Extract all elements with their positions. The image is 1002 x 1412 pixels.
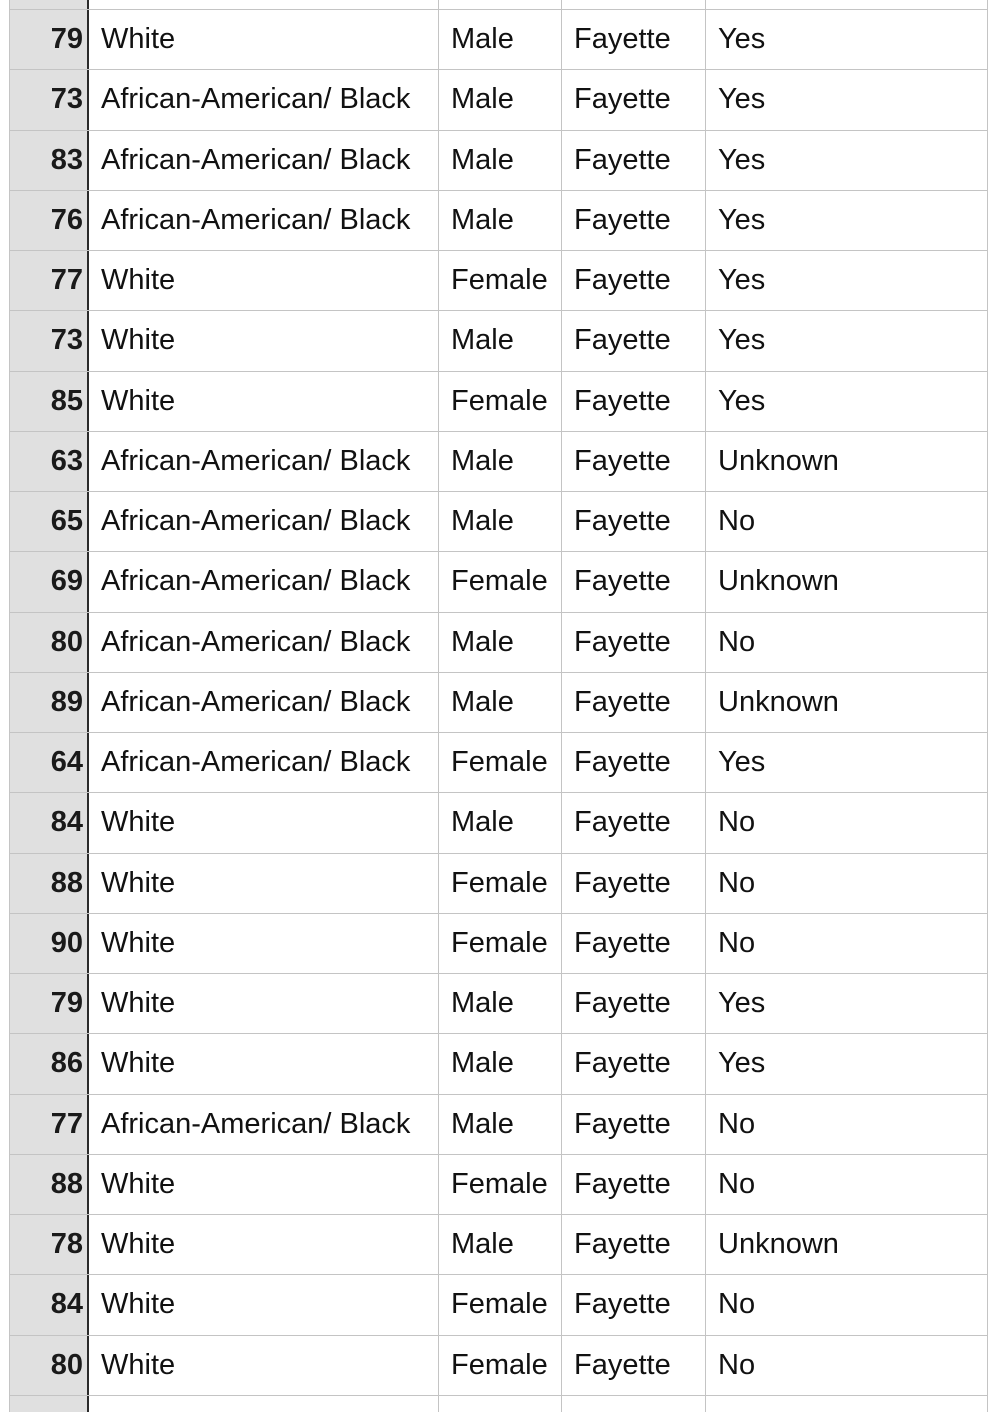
gender-cell[interactable]: Male xyxy=(451,625,514,658)
gender-cell[interactable]: Female xyxy=(451,384,548,417)
table-row[interactable] xyxy=(9,1215,988,1275)
county-cell[interactable]: Fayette xyxy=(574,806,671,839)
status-cell[interactable]: Yes xyxy=(718,987,766,1019)
race-cell[interactable]: White xyxy=(101,1228,176,1260)
table-row[interactable] xyxy=(9,552,988,612)
race-cell[interactable]: White xyxy=(101,264,176,296)
race-cell[interactable]: African-American/ Black xyxy=(101,625,411,658)
row-number-cell[interactable]: 77 xyxy=(50,1107,83,1140)
row-number-cell[interactable]: 65 xyxy=(50,505,83,537)
row-number-cell[interactable]: 76 xyxy=(50,203,83,236)
gender-cell[interactable]: Male xyxy=(451,1228,514,1260)
status-cell[interactable]: No xyxy=(718,866,756,899)
status-cell[interactable]: Yes xyxy=(718,264,766,296)
status-cell[interactable]: Yes xyxy=(718,143,766,176)
table-row[interactable] xyxy=(9,854,988,914)
table-row[interactable] xyxy=(9,432,988,492)
table-row[interactable] xyxy=(9,372,988,432)
table-row[interactable] xyxy=(9,1275,988,1335)
status-cell[interactable]: No xyxy=(718,625,756,658)
county-cell[interactable]: Fayette xyxy=(574,746,671,778)
table-row[interactable] xyxy=(9,613,988,673)
county-cell[interactable]: Fayette xyxy=(574,143,671,176)
county-cell[interactable]: Fayette xyxy=(574,1228,671,1260)
gender-cell[interactable]: Female xyxy=(451,746,548,778)
status-cell[interactable]: No xyxy=(718,505,756,537)
row-number-cell[interactable]: 84 xyxy=(50,806,83,839)
table-body xyxy=(9,10,988,1396)
status-cell[interactable]: Yes xyxy=(718,83,766,116)
race-cell[interactable]: African-American/ Black xyxy=(101,143,411,176)
race-cell[interactable]: African-American/ Black xyxy=(101,565,411,598)
county-cell[interactable]: Fayette xyxy=(574,444,671,477)
gender-cell[interactable]: Male xyxy=(451,324,514,357)
gender-cell[interactable]: Female xyxy=(451,866,548,899)
county-cell[interactable]: Fayette xyxy=(574,203,671,236)
row-number-cell[interactable]: 63 xyxy=(50,444,83,477)
gender-cell[interactable]: Male xyxy=(451,987,514,1019)
table-row[interactable] xyxy=(9,1095,988,1155)
county-cell[interactable]: Fayette xyxy=(574,1288,671,1321)
race-cell[interactable]: White xyxy=(101,1348,176,1381)
status-cell[interactable]: No xyxy=(718,1288,756,1321)
status-cell[interactable]: Yes xyxy=(718,324,766,357)
race-cell[interactable]: White xyxy=(101,324,176,357)
status-cell[interactable]: Unknown xyxy=(718,1228,839,1260)
row-number-cell[interactable]: 69 xyxy=(50,565,83,598)
status-cell[interactable]: Unknown xyxy=(718,565,839,598)
table-row[interactable] xyxy=(9,673,988,733)
gender-cell[interactable]: Female xyxy=(451,926,548,959)
county-cell[interactable]: Fayette xyxy=(574,324,671,357)
gender-cell[interactable]: Female xyxy=(451,1348,548,1381)
table-row[interactable] xyxy=(9,10,988,70)
county-cell[interactable]: Fayette xyxy=(574,23,671,55)
gender-cell[interactable]: Male xyxy=(451,505,514,537)
race-cell[interactable]: White xyxy=(101,1047,176,1080)
status-cell[interactable]: Yes xyxy=(718,1047,766,1080)
status-cell[interactable]: Yes xyxy=(718,23,766,55)
gender-cell[interactable]: Male xyxy=(451,1107,514,1140)
race-cell[interactable]: African-American/ Black xyxy=(101,1107,411,1140)
county-cell[interactable]: Fayette xyxy=(574,505,671,537)
status-cell[interactable]: No xyxy=(718,1107,756,1140)
county-cell[interactable]: Fayette xyxy=(574,926,671,959)
status-cell[interactable]: Yes xyxy=(718,384,766,417)
status-cell[interactable]: No xyxy=(718,1167,756,1200)
row-number-cell[interactable]: 79 xyxy=(50,987,83,1019)
race-cell[interactable]: African-American/ Black xyxy=(101,685,411,718)
gender-cell[interactable]: Male xyxy=(451,444,514,477)
table-row[interactable] xyxy=(9,70,988,130)
table-row[interactable] xyxy=(9,914,988,974)
gender-cell[interactable]: Male xyxy=(451,143,514,176)
county-cell[interactable]: Fayette xyxy=(574,866,671,899)
table-row[interactable] xyxy=(9,131,988,191)
status-cell[interactable]: No xyxy=(718,806,756,839)
race-cell[interactable]: White xyxy=(101,384,176,417)
gender-cell[interactable]: Male xyxy=(451,685,514,718)
row-number-cell[interactable]: 79 xyxy=(50,23,83,55)
gender-cell[interactable]: Female xyxy=(451,1167,548,1200)
race-cell[interactable]: African-American/ Black xyxy=(101,203,411,236)
row-number-cell[interactable]: 88 xyxy=(50,866,83,899)
table-row-partial[interactable] xyxy=(9,1396,988,1412)
row-number-cell[interactable]: 73 xyxy=(50,83,83,116)
row-number-cell[interactable]: 85 xyxy=(50,384,83,417)
status-cell[interactable]: Unknown xyxy=(718,685,839,718)
row-number-cell[interactable]: 88 xyxy=(50,1167,83,1200)
row-number-cell[interactable]: 83 xyxy=(50,143,83,176)
county-cell[interactable]: Fayette xyxy=(574,685,671,718)
table-row[interactable] xyxy=(9,492,988,552)
status-cell[interactable]: Yes xyxy=(718,746,766,778)
race-cell[interactable]: African-American/ Black xyxy=(101,83,411,116)
gender-cell[interactable]: Female xyxy=(451,1288,548,1321)
row-number-cell[interactable]: 89 xyxy=(50,685,83,718)
county-cell[interactable]: Fayette xyxy=(574,625,671,658)
table-row[interactable] xyxy=(9,1155,988,1215)
race-cell[interactable]: African-American/ Black xyxy=(101,746,411,778)
row-number-cell[interactable]: 64 xyxy=(50,746,83,778)
county-cell[interactable]: Fayette xyxy=(574,987,671,1019)
table-row[interactable] xyxy=(9,793,988,853)
race-cell[interactable]: White xyxy=(101,1167,176,1200)
race-cell[interactable]: White xyxy=(101,987,176,1019)
gender-cell[interactable]: Female xyxy=(451,264,548,296)
table-row[interactable] xyxy=(9,733,988,793)
row-number-cell[interactable]: 84 xyxy=(50,1288,83,1321)
county-cell[interactable]: Fayette xyxy=(574,1047,671,1080)
race-cell[interactable]: White xyxy=(101,866,176,899)
status-cell[interactable]: Unknown xyxy=(718,444,839,477)
status-cell[interactable]: No xyxy=(718,926,756,959)
county-cell[interactable]: Fayette xyxy=(574,83,671,116)
left-gutter xyxy=(0,0,9,1412)
gender-cell[interactable]: Male xyxy=(451,23,514,55)
row-number-cell[interactable]: 78 xyxy=(50,1228,83,1260)
gender-cell[interactable]: Male xyxy=(451,203,514,236)
row-number-cell[interactable]: 80 xyxy=(50,625,83,658)
race-cell[interactable]: White xyxy=(101,23,176,55)
row-number-cell[interactable]: 73 xyxy=(50,324,83,357)
row-number-cell[interactable]: 77 xyxy=(50,264,83,296)
county-cell[interactable]: Fayette xyxy=(574,1167,671,1200)
table-row[interactable] xyxy=(9,974,988,1034)
race-cell[interactable]: White xyxy=(101,806,176,839)
row-number-cell[interactable]: 80 xyxy=(50,1348,83,1381)
race-cell[interactable]: White xyxy=(101,926,176,959)
gender-cell[interactable]: Female xyxy=(451,565,548,598)
race-cell[interactable]: African-American/ Black xyxy=(101,444,411,477)
table-row[interactable] xyxy=(9,191,988,251)
county-cell[interactable]: Fayette xyxy=(574,264,671,296)
row-number-cell[interactable]: 90 xyxy=(50,926,83,959)
table-row[interactable] xyxy=(9,251,988,311)
race-cell[interactable]: African-American/ Black xyxy=(101,505,411,537)
county-cell[interactable]: Fayette xyxy=(574,1107,671,1140)
row-number-cell[interactable]: 86 xyxy=(50,1047,83,1080)
table-row[interactable] xyxy=(9,1034,988,1094)
status-cell[interactable]: Yes xyxy=(718,203,766,236)
status-cell[interactable]: No xyxy=(718,1348,756,1381)
gender-cell[interactable]: Male xyxy=(451,1047,514,1080)
county-cell[interactable]: Fayette xyxy=(574,384,671,417)
table-row[interactable] xyxy=(9,311,988,371)
gender-cell[interactable]: Male xyxy=(451,806,514,839)
table-row[interactable] xyxy=(9,1336,988,1396)
race-cell[interactable]: White xyxy=(101,1288,176,1321)
gender-cell[interactable]: Male xyxy=(451,83,514,116)
county-cell[interactable]: Fayette xyxy=(574,1348,671,1381)
county-cell[interactable]: Fayette xyxy=(574,565,671,598)
